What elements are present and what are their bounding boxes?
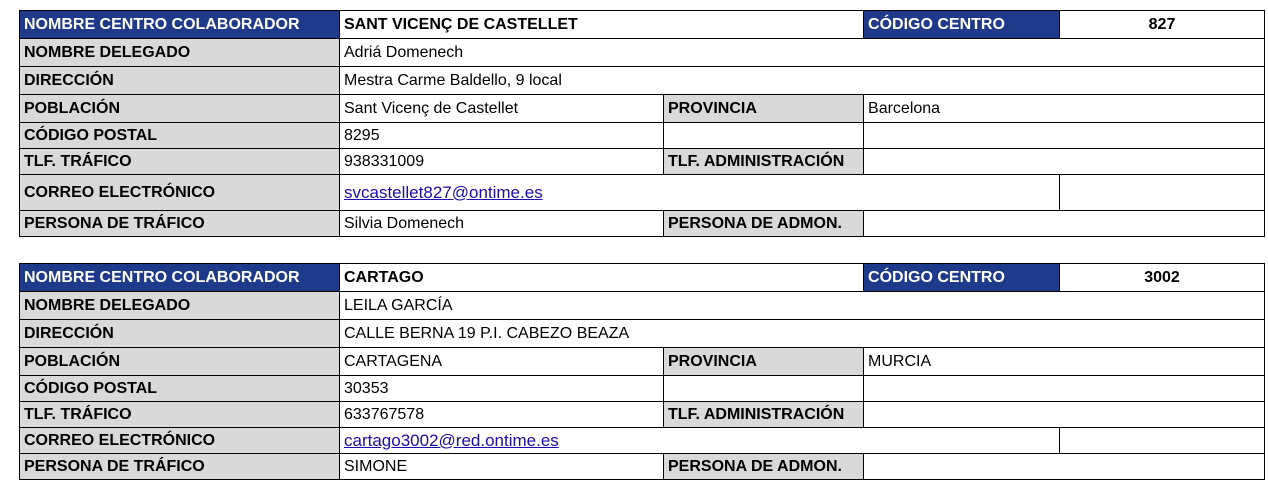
provincia-label: PROVINCIA	[664, 348, 864, 376]
direccion-value: CALLE BERNA 19 P.I. CABEZO BEAZA	[340, 320, 1265, 348]
provincia-value: Barcelona	[864, 95, 1265, 123]
persona-admon-label: PERSONA DE ADMON.	[664, 454, 864, 480]
correo-cell	[340, 175, 1060, 211]
poblacion-label: POBLACIÓN	[20, 348, 340, 376]
tlf-administracion-label: TLF. ADMINISTRACIÓN	[664, 402, 864, 428]
persona-admon-value	[864, 211, 1265, 237]
tlf-administracion-label: TLF. ADMINISTRACIÓN	[664, 149, 864, 175]
persona-trafico-value: SIMONE	[340, 454, 664, 480]
codigo-centro-label: CÓDIGO CENTRO	[864, 264, 1060, 292]
nombre-delegado-label: NOMBRE DELEGADO	[20, 39, 340, 67]
center-name: SANT VICENÇ DE CASTELLET	[340, 11, 864, 39]
tlf-trafico-value: 938331009	[340, 149, 664, 175]
codigo-centro-label: CÓDIGO CENTRO	[864, 11, 1060, 39]
codigo-postal-value: 30353	[340, 376, 664, 402]
nombre-delegado-label: NOMBRE DELEGADO	[20, 292, 340, 320]
email-link[interactable]: cartago3002@red.ontime.es	[344, 430, 559, 450]
direccion-label: DIRECCIÓN	[20, 67, 340, 95]
delegado-value: LEILA GARCÍA	[340, 292, 1265, 320]
persona-trafico-label: PERSONA DE TRÁFICO	[20, 454, 340, 480]
tlf-administracion-value	[864, 402, 1265, 428]
empty-cell	[664, 376, 864, 402]
empty-cell	[1060, 428, 1265, 454]
persona-trafico-label: PERSONA DE TRÁFICO	[20, 211, 340, 237]
poblacion-value: Sant Vicenç de Castellet	[340, 95, 664, 123]
persona-trafico-value: Silvia Domenech	[340, 211, 664, 237]
tlf-trafico-value: 633767578	[340, 402, 664, 428]
center-table	[19, 10, 1265, 237]
poblacion-value: CARTAGENA	[340, 348, 664, 376]
codigo-postal-value: 8295	[340, 123, 664, 149]
center-card	[19, 263, 1264, 480]
codigo-postal-label: CÓDIGO POSTAL	[20, 123, 340, 149]
empty-cell	[1060, 175, 1265, 211]
center-card	[19, 10, 1264, 237]
persona-admon-label: PERSONA DE ADMON.	[664, 211, 864, 237]
center-table	[19, 263, 1265, 480]
persona-admon-value	[864, 454, 1265, 480]
provincia-label: PROVINCIA	[664, 95, 864, 123]
center-code: 827	[1060, 11, 1265, 39]
tlf-trafico-label: TLF. TRÁFICO	[20, 149, 340, 175]
correo-cell	[340, 428, 1060, 454]
provincia-value: MURCIA	[864, 348, 1265, 376]
correo-label: CORREO ELECTRÓNICO	[20, 175, 340, 211]
tlf-trafico-label: TLF. TRÁFICO	[20, 402, 340, 428]
delegado-value: Adriá Domenech	[340, 39, 1265, 67]
center-name: CARTAGO	[340, 264, 864, 292]
empty-cell	[864, 376, 1265, 402]
nombre-centro-label: NOMBRE CENTRO COLABORADOR	[20, 264, 340, 292]
poblacion-label: POBLACIÓN	[20, 95, 340, 123]
email-link[interactable]: svcastellet827@ontime.es	[344, 182, 543, 202]
codigo-postal-label: CÓDIGO POSTAL	[20, 376, 340, 402]
empty-cell	[664, 123, 864, 149]
empty-cell	[864, 123, 1265, 149]
correo-label: CORREO ELECTRÓNICO	[20, 428, 340, 454]
tlf-administracion-value	[864, 149, 1265, 175]
direccion-value: Mestra Carme Baldello, 9 local	[340, 67, 1265, 95]
center-code: 3002	[1060, 264, 1265, 292]
nombre-centro-label: NOMBRE CENTRO COLABORADOR	[20, 11, 340, 39]
direccion-label: DIRECCIÓN	[20, 320, 340, 348]
